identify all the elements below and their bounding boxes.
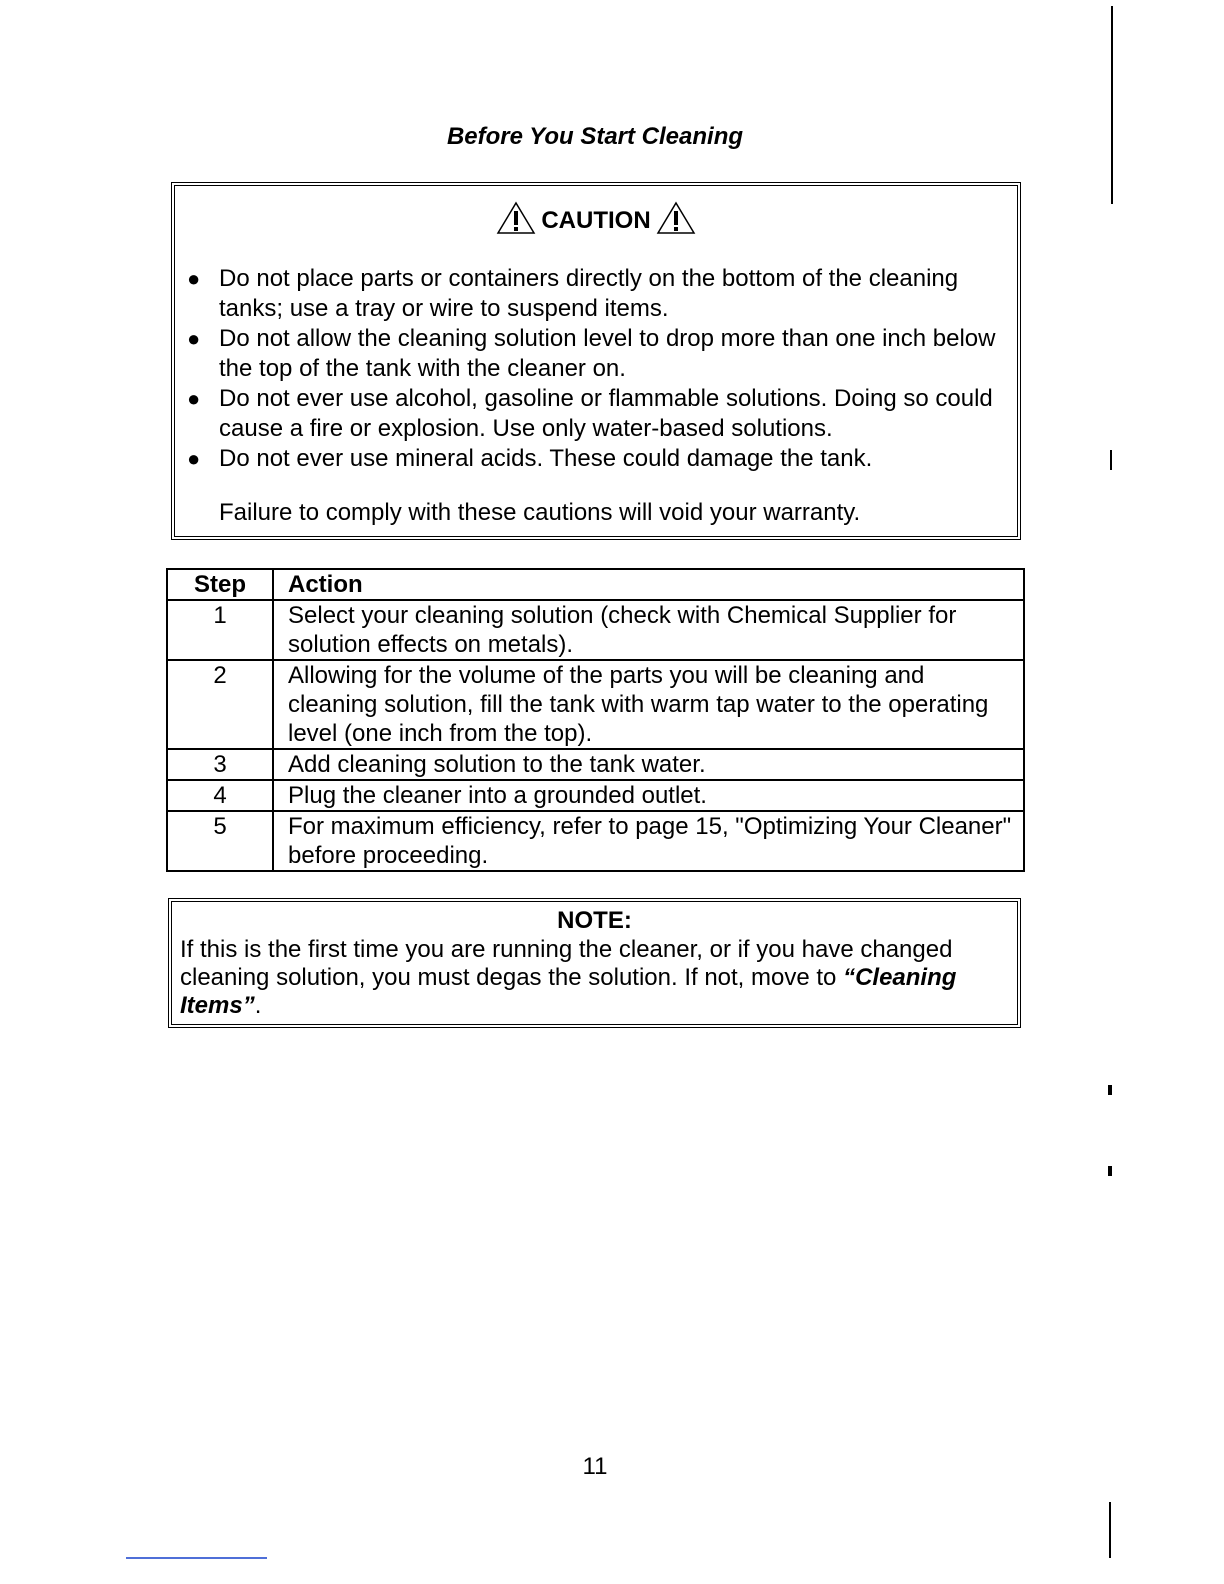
scan-underline xyxy=(126,1557,267,1559)
warning-triangle-icon xyxy=(655,200,697,236)
step-action: Add cleaning solution to the tank water. xyxy=(273,749,1024,780)
scan-edge-mark xyxy=(1108,1166,1112,1176)
scan-edge-mark xyxy=(1108,1085,1112,1095)
step-action: For maximum efficiency, refer to page 15, "Optimizing Your Cleaner" before proceeding. xyxy=(273,811,1024,871)
bullet-icon: ● xyxy=(187,326,201,351)
caution-title: CAUTION xyxy=(541,207,651,234)
step-number: 4 xyxy=(167,780,273,811)
bullet-icon: ● xyxy=(187,266,201,291)
table-row xyxy=(167,780,1024,811)
note-text: If this is the first time you are running the cleaner, or if you have changed cleaning solution, you must degas the solution. If not, move to xyxy=(180,936,953,991)
caution-list xyxy=(175,264,1017,474)
caution-heading xyxy=(175,200,1017,241)
caution-item: ● Do not ever use alcohol, gasoline or flammable solutions. Doing so could cause a fire or explosion. Use only water-based solutions. xyxy=(187,385,993,442)
header-step: Step xyxy=(167,569,273,600)
note-body xyxy=(180,936,1009,1020)
note-box xyxy=(168,898,1021,1028)
page-number: 11 xyxy=(582,1453,608,1480)
table-header-row xyxy=(167,569,1024,600)
step-number: 2 xyxy=(167,660,273,749)
caution-item: ● Do not ever use mineral acids. These could damage the tank. xyxy=(187,445,873,472)
table-row xyxy=(167,600,1024,660)
step-action: Select your cleaning solution (check with Chemical Supplier for solution effects on metals). xyxy=(273,600,1024,660)
caution-box xyxy=(171,182,1021,540)
scan-edge-mark xyxy=(1110,450,1112,470)
bullet-icon: ● xyxy=(187,386,201,411)
header-action: Action xyxy=(273,569,1024,600)
step-number: 3 xyxy=(167,749,273,780)
caution-item: ● Do not place parts or containers directly on the bottom of the cleaning tanks; use a tray or wire to suspend items. xyxy=(187,265,959,322)
note-title: NOTE: xyxy=(557,907,632,934)
section-title: Before You Start Cleaning xyxy=(446,123,744,150)
step-action: Allowing for the volume of the parts you will be cleaning and cleaning solution, fill the tank with warm tap water to the operating level (one inch from the top). xyxy=(273,660,1024,749)
step-number: 5 xyxy=(167,811,273,871)
table-row xyxy=(167,811,1024,871)
step-number: 1 xyxy=(167,600,273,660)
caution-footer: Failure to comply with these cautions will void your warranty. xyxy=(219,499,861,526)
cleaning-items-link[interactable]: “Cleaning Items” xyxy=(180,964,957,1019)
table-row xyxy=(167,660,1024,749)
steps-table xyxy=(166,568,1025,872)
caution-item: ● Do not allow the cleaning solution level to drop more than one inch below the top of the tank with the cleaner on. xyxy=(187,325,996,382)
note-suffix: . xyxy=(254,992,262,1019)
warning-triangle-icon xyxy=(495,200,537,236)
table-row xyxy=(167,749,1024,780)
step-action: Plug the cleaner into a grounded outlet. xyxy=(273,780,1024,811)
scan-edge-line xyxy=(1111,6,1113,204)
scan-edge-line xyxy=(1109,1502,1111,1558)
bullet-icon: ● xyxy=(187,446,201,471)
